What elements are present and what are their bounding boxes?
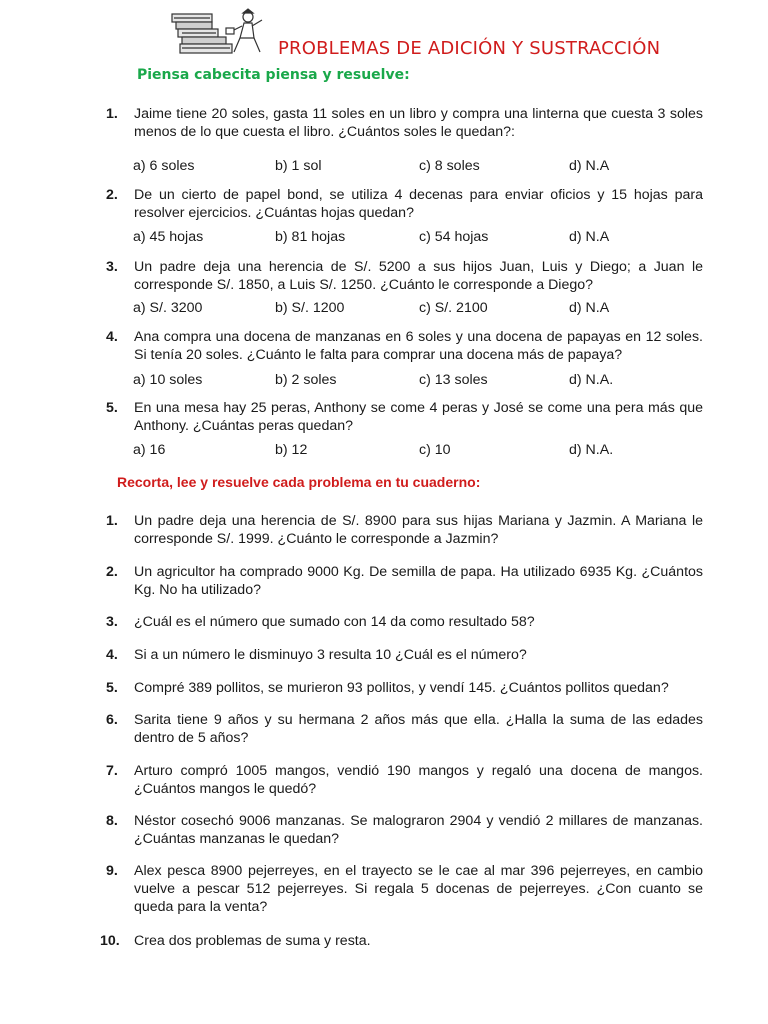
problem-number: 7. xyxy=(106,763,118,779)
problem-number: 8. xyxy=(106,813,118,829)
problem-number: 10. xyxy=(100,933,120,949)
section2-heading: Recorta, lee y resuelve cada problema en tu cuaderno: xyxy=(117,474,481,490)
option-b: b) 1 sol xyxy=(275,158,322,174)
problem-2-1 xyxy=(100,512,703,548)
page-title: PROBLEMAS DE ADICIÓN Y SUSTRACCIÓN xyxy=(278,38,661,59)
problem-1-options xyxy=(133,158,713,176)
problem-5-options xyxy=(133,442,713,460)
option-a: a) 10 soles xyxy=(133,372,203,388)
problem-text: Alex pesca 8900 pejerreyes, en el trayecto se le cae al mar 396 pejerreyes, en cambio vuelve a pescar 512 pejerreyes. Si regala 5 docenas de pejerreyes. ¿Con cuanto se queda para la venta? xyxy=(134,863,703,915)
problem-2-6 xyxy=(100,711,703,747)
option-d: d) N.A xyxy=(569,229,610,245)
problem-2-2 xyxy=(100,563,703,599)
option-d: d) N.A xyxy=(569,300,610,316)
problem-text: Néstor cosechó 9006 manzanas. Se malograron 2904 y vendió 2 millares de manzanas. ¿Cuántas manzanas le quedan? xyxy=(134,813,703,847)
problem-text: ¿Cuál es el número que sumado con 14 da como resultado 58? xyxy=(134,614,535,630)
problem-4 xyxy=(100,328,703,364)
option-c: c) S/. 2100 xyxy=(419,300,488,316)
problem-number: 5. xyxy=(106,400,118,416)
problem-2-options xyxy=(133,229,713,247)
option-b: b) S/. 1200 xyxy=(275,300,345,316)
problem-number: 5. xyxy=(106,680,118,696)
problem-text: Arturo compró 1005 mangos, vendió 190 mangos y regaló una docena de mangos. ¿Cuántos mangos le quedó? xyxy=(134,763,703,797)
problem-1 xyxy=(100,105,703,141)
problem-number: 1. xyxy=(106,513,118,529)
option-c: c) 54 hojas xyxy=(419,229,489,245)
option-d: d) N.A. xyxy=(569,372,614,388)
problem-number: 9. xyxy=(106,863,118,879)
problem-text: Un padre deja una herencia de S/. 5200 a sus hijos Juan, Luis y Diego; a Juan le corresponde S/. 1850, a Luis S/. 1250. ¿Cuánto le corresponde a Diego? xyxy=(134,259,703,293)
problem-number: 4. xyxy=(106,647,118,663)
problem-number: 4. xyxy=(106,329,118,345)
problem-2-5 xyxy=(100,679,703,697)
option-d: d) N.A. xyxy=(569,442,614,458)
option-c: c) 13 soles xyxy=(419,372,488,388)
problem-text: Crea dos problemas de suma y resta. xyxy=(134,933,371,949)
option-b: b) 12 xyxy=(275,442,308,458)
problem-number: 3. xyxy=(106,259,118,275)
problem-text: De un cierto de papel bond, se utiliza 4 decenas para enviar oficios y 15 hojas para resolver ejercicios. ¿Cuántas hojas quedan? xyxy=(134,187,703,221)
option-a: a) 6 soles xyxy=(133,158,195,174)
problem-5 xyxy=(100,399,703,435)
problem-number: 6. xyxy=(106,712,118,728)
problem-text: Ana compra una docena de manzanas en 6 soles y una docena de papayas en 12 soles. Si tenía 20 soles. ¿Cuánto le falta para comprar una docena más de papaya? xyxy=(134,329,703,363)
option-c: c) 10 xyxy=(419,442,451,458)
books-student-clipart-icon xyxy=(168,8,268,58)
problem-text: Si a un número le disminuyo 3 resulta 10 ¿Cuál es el número? xyxy=(134,647,527,663)
problem-number: 3. xyxy=(106,614,118,630)
problem-number: 1. xyxy=(106,106,118,122)
option-a: a) S/. 3200 xyxy=(133,300,203,316)
problem-text: Jaime tiene 20 soles, gasta 11 soles en un libro y compra una linterna que cuesta 3 soles menos de lo que cuesta el libro. ¿Cuántos soles le quedan?: xyxy=(134,106,703,140)
problem-text: Compré 389 pollitos, se murieron 93 pollitos, y vendí 145. ¿Cuántos pollitos quedan? xyxy=(134,680,669,696)
option-d: d) N.A xyxy=(569,158,610,174)
problem-number: 2. xyxy=(106,564,118,580)
problem-3-options xyxy=(133,300,713,318)
problem-2 xyxy=(100,186,703,222)
problem-text: Un padre deja una herencia de S/. 8900 para sus hijas Mariana y Jazmin. A Mariana le corresponde S/. 1999. ¿Cuánto le corresponde a Jazmin? xyxy=(134,513,703,547)
option-b: b) 2 soles xyxy=(275,372,337,388)
option-a: a) 16 xyxy=(133,442,166,458)
problem-text: Un agricultor ha comprado 9000 Kg. De semilla de papa. Ha utilizado 6935 Kg. ¿Cuántos Kg. No ha utilizado? xyxy=(134,564,703,598)
problem-3 xyxy=(100,258,703,294)
problem-2-9 xyxy=(100,862,703,916)
option-a: a) 45 hojas xyxy=(133,229,204,245)
problem-2-10 xyxy=(100,932,703,950)
section1-heading: Piensa cabecita piensa y resuelve: xyxy=(137,67,410,83)
problem-text: En una mesa hay 25 peras, Anthony se come 4 peras y José se come una pera más que Anthony. ¿Cuántas peras quedan? xyxy=(134,400,703,434)
problem-2-3 xyxy=(100,613,703,631)
problem-4-options xyxy=(133,372,713,390)
option-c: c) 8 soles xyxy=(419,158,480,174)
problem-number: 2. xyxy=(106,187,118,203)
problem-2-8 xyxy=(100,812,703,848)
problem-text: Sarita tiene 9 años y su hermana 2 años más que ella. ¿Halla la suma de las edades dentro de 5 años? xyxy=(134,712,703,746)
problem-2-7 xyxy=(100,762,703,798)
problem-2-4 xyxy=(100,646,703,664)
option-b: b) 81 hojas xyxy=(275,229,346,245)
